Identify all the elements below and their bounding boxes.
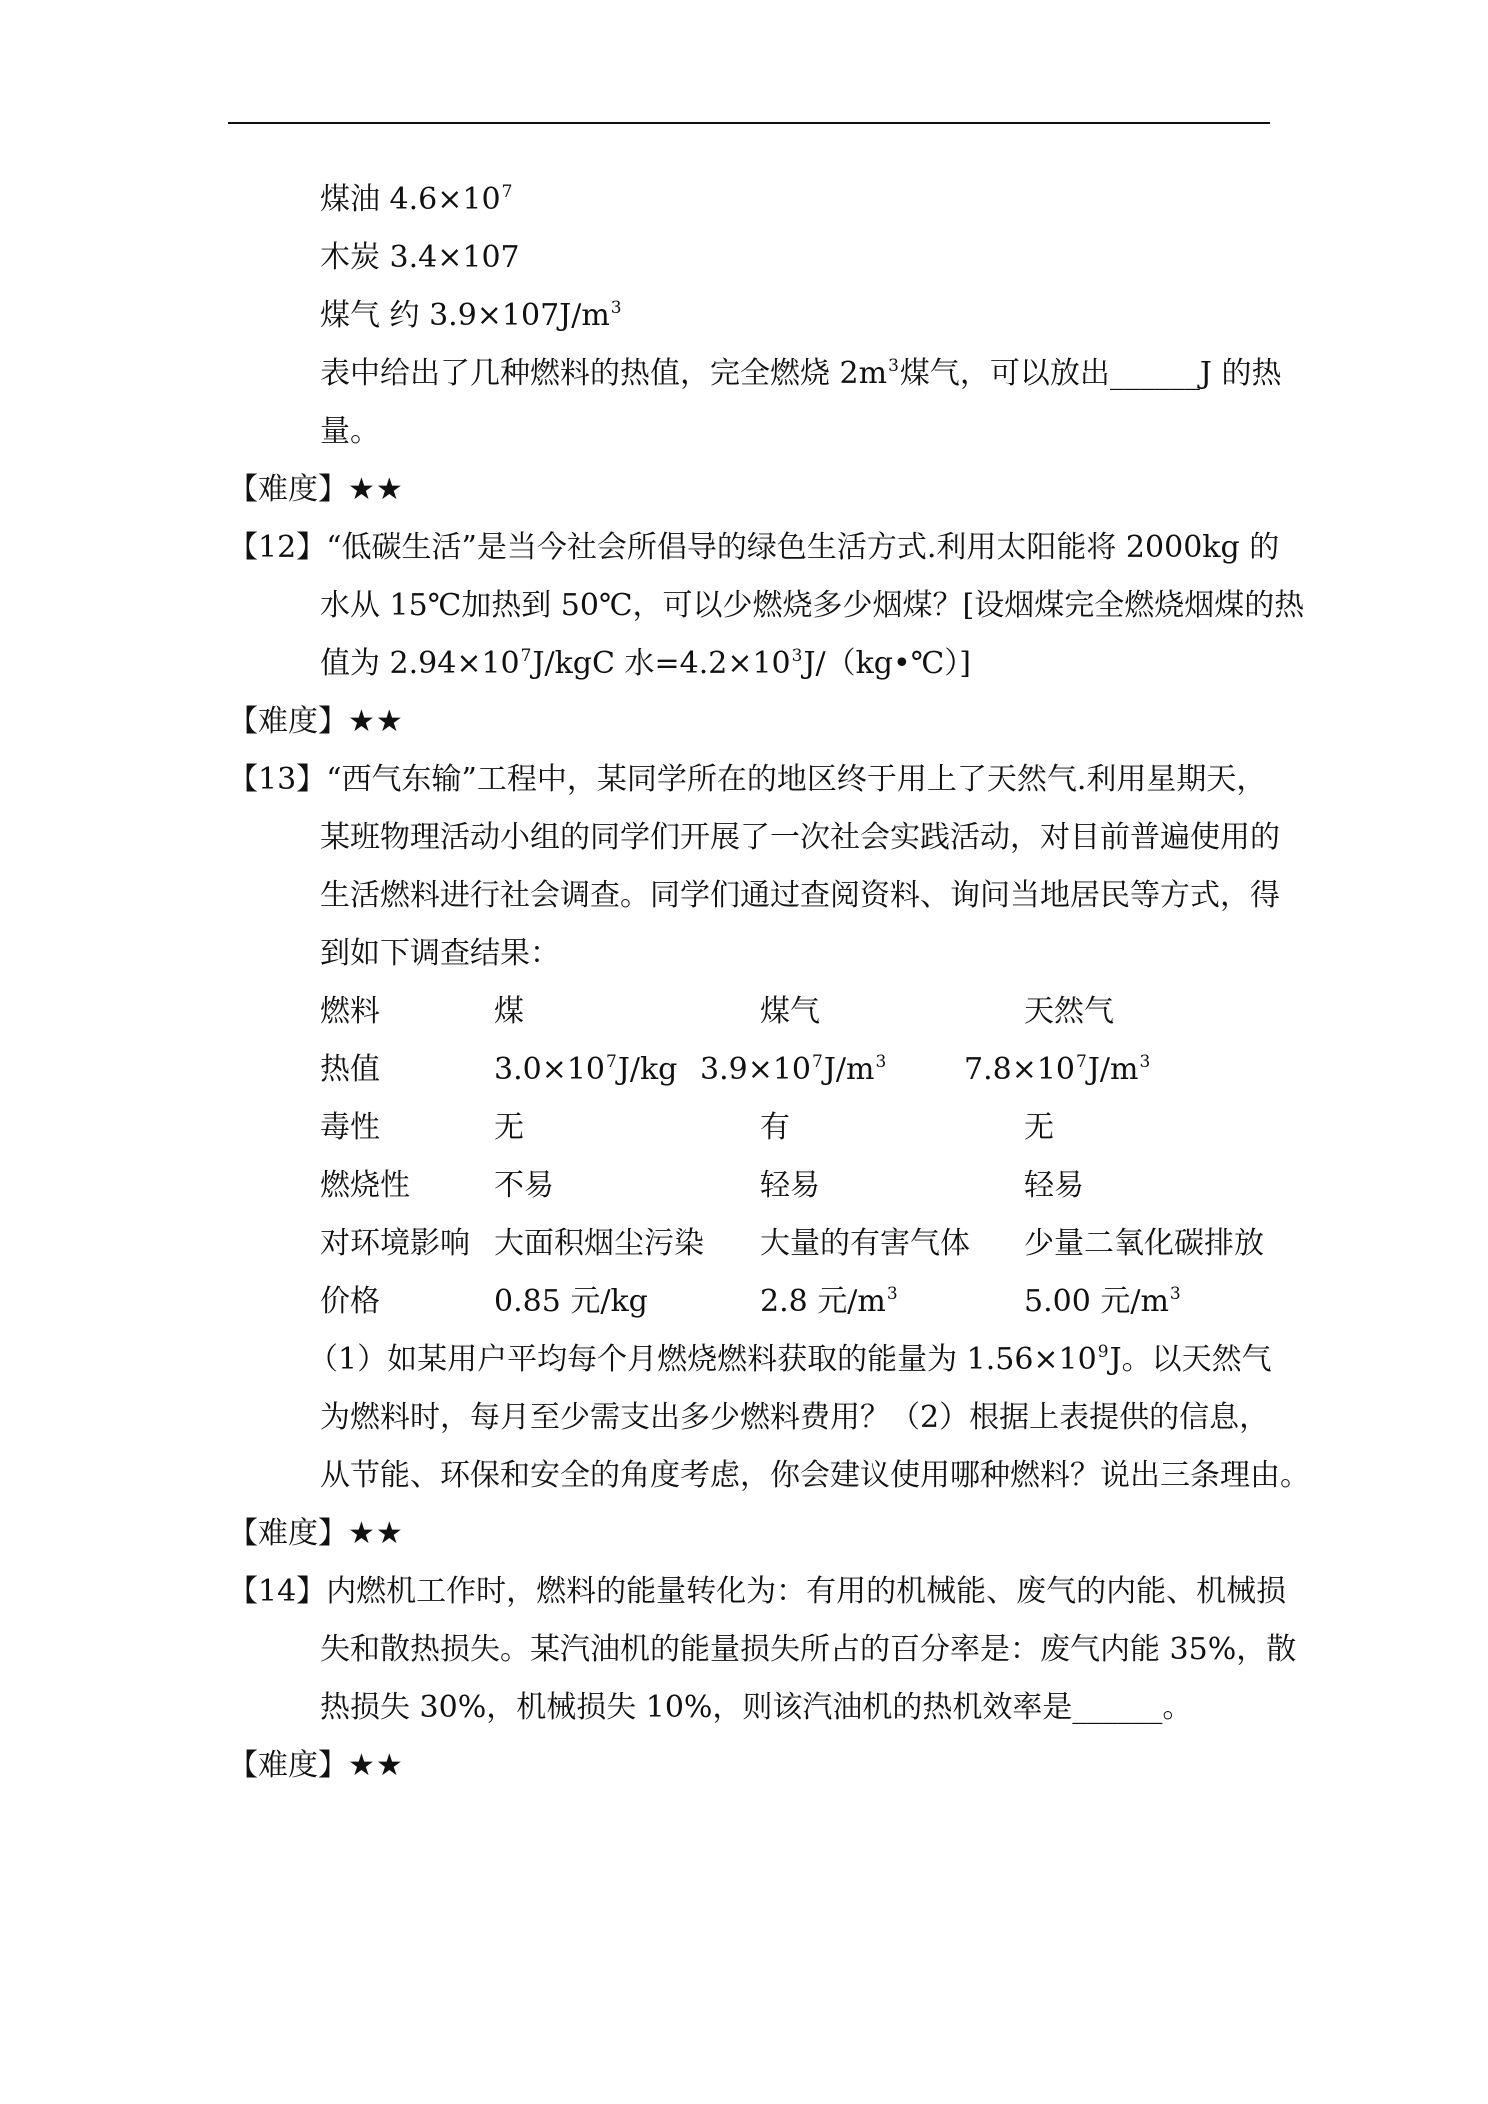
q12-line-1: 【12】“低碳生活”是当今社会所倡导的绿色生活方式.利用太阳能将 2000kg 的 [228,530,1280,565]
difficulty-stars: ★★ [348,1748,404,1783]
q13-part1-line: （1）如某用户平均每个月燃烧燃料获取的能量为 $1.56\times 10^9J$。以天然气 [308,1342,1272,1377]
q13-part2-line: 为燃料时，每月至少需支出多少燃料费用？（2）根据上表提供的信息， [320,1400,1270,1435]
q12-number: 【12】 [228,530,327,565]
difficulty-label: 【难度】★★ [228,472,404,507]
difficulty-stars: ★★ [348,472,404,507]
fuel-line-charcoal: 木炭 3.4×107 [320,240,520,275]
fuel-line-kerosene: 煤油 $4.6\times 10^7$ [320,182,513,217]
q13-line-3: 生活燃料进行社会调查。同学们通过查阅资料、询问当地居民等方式，得 [320,878,1280,913]
q12-line-2: 水从 15℃加热到 50℃，可以少燃烧多少烟煤？[设烟煤完全燃烧烟煤的热 [320,588,1305,623]
fuel-line-gas: 煤气 约 $3.9\times 107J/m^3$ [320,298,622,333]
q12-line-3: 值为 $2.94\times 10^7J$/kgC 水$=4.2\times 10^3J/(kg•℃)$] [320,646,971,681]
q14-number: 【14】 [228,1574,327,1609]
difficulty-label: 【难度】★★ [228,1516,404,1551]
q13-line-4: 到如下调查结果： [320,936,560,971]
q11-question-line: 表中给出了几种燃料的热值，完全燃烧 $2m^3$煤气，可以放出______J 的热 [320,356,1282,391]
difficulty-stars: ★★ [348,1516,404,1551]
q13-number: 【13】 [228,762,327,797]
difficulty-label: 【难度】★★ [228,704,404,739]
q11-question-line-end: 量。 [320,414,380,449]
header-rule [228,122,1270,124]
q13-line-2: 某班物理活动小组的同学们开展了一次社会实践活动，对目前普遍使用的 [320,820,1280,855]
difficulty-stars: ★★ [348,704,404,739]
difficulty-label: 【难度】★★ [228,1748,404,1783]
q14-line-1: 【14】内燃机工作时，燃料的能量转化为：有用的机械能、废气的内能、机械损 [228,1574,1287,1609]
q14-line-2: 失和散热损失。某汽油机的能量损失所占的百分率是：废气内能 35%，散 [320,1632,1297,1667]
q14-line-3: 热损失 30%，机械损失 10%，则该汽油机的热机效率是______。 [320,1690,1193,1725]
q13-part3-line: 从节能、环保和安全的角度考虑，你会建议使用哪种燃料？说出三条理由。 [320,1458,1310,1493]
q13-line-1: 【13】“西气东输”工程中，某同学所在的地区终于用上了天然气.利用星期天， [228,762,1267,797]
